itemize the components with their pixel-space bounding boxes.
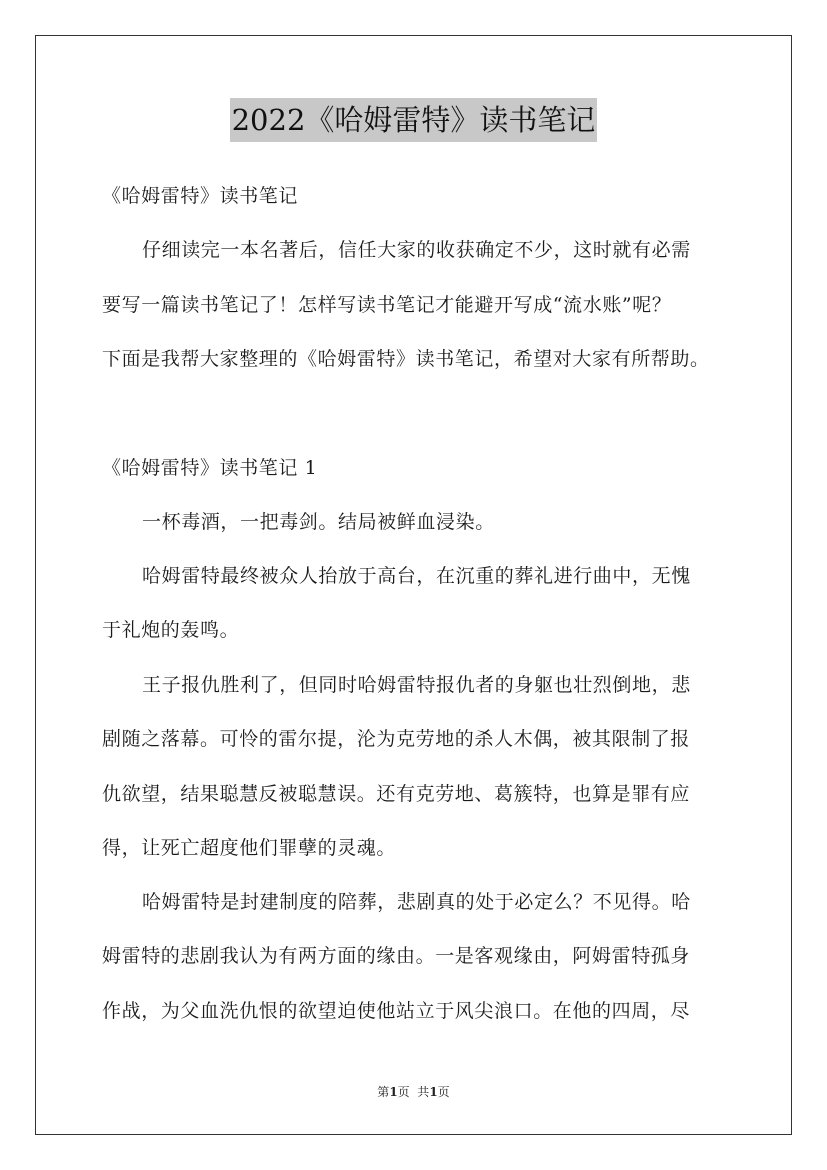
paragraph-line: 哈姆雷特最终被众人抬放于高台，在沉重的葬礼进行曲中，无愧 — [142, 565, 691, 587]
footer-middle: 页 共 — [397, 1085, 430, 1099]
paragraph-line: 作战，为父血洗仇恨的欲望迫使他站立于风尖浪口。在他的四周，尽 — [102, 1000, 691, 1022]
section-heading: 《哈姆雷特》读书笔记 — [102, 185, 299, 207]
paragraph-line: 要写一篇读书笔记了！怎样写读书笔记才能避开写成“流水账”呢？ — [102, 294, 672, 316]
footer-suffix: 页 — [437, 1085, 450, 1099]
paragraph-line: 一杯毒酒，一把毒剑。结局被鲜血浸染。 — [142, 511, 495, 533]
paragraph-line: 下面是我帮大家整理的《哈姆雷特》读书笔记，希望对大家有所帮助。 — [102, 348, 710, 370]
paragraph-line: 仔细读完一本名著后，信任大家的收获确定不少，这时就有必需 — [142, 239, 691, 261]
paragraph-line: 仇欲望，结果聪慧反被聪慧误。还有克劳地、葛簇特，也算是罪有应 — [102, 783, 691, 805]
paragraph-line: 得，让死亡超度他们罪孽的灵魂。 — [102, 837, 397, 859]
paragraph-line: 于礼炮的轰鸣。 — [102, 619, 240, 641]
page-footer — [0, 1083, 827, 1100]
paragraph-line: 哈姆雷特是封建制度的陪葬，悲剧真的处于必定么？不见得。哈 — [142, 891, 691, 913]
footer-total-pages: 1 — [429, 1085, 438, 1099]
paragraph-line: 姆雷特的悲剧我认为有两方面的缘由。一是客观缘由，阿姆雷特孤身 — [102, 945, 691, 967]
footer-page-number: 1 — [389, 1085, 398, 1099]
paragraph-line: 王子报仇胜利了，但同时哈姆雷特报仇者的身躯也壮烈倒地，悲 — [142, 674, 691, 696]
document-title: 2022《哈姆雷特》读书笔记 — [230, 98, 598, 142]
title-container — [0, 98, 827, 142]
section-heading: 《哈姆雷特》读书笔记 1 — [102, 457, 318, 479]
paragraph-line: 剧随之落幕。可怜的雷尔提，沦为克劳地的杀人木偶，被其限制了报 — [102, 728, 691, 750]
footer-prefix: 第 — [377, 1085, 390, 1099]
